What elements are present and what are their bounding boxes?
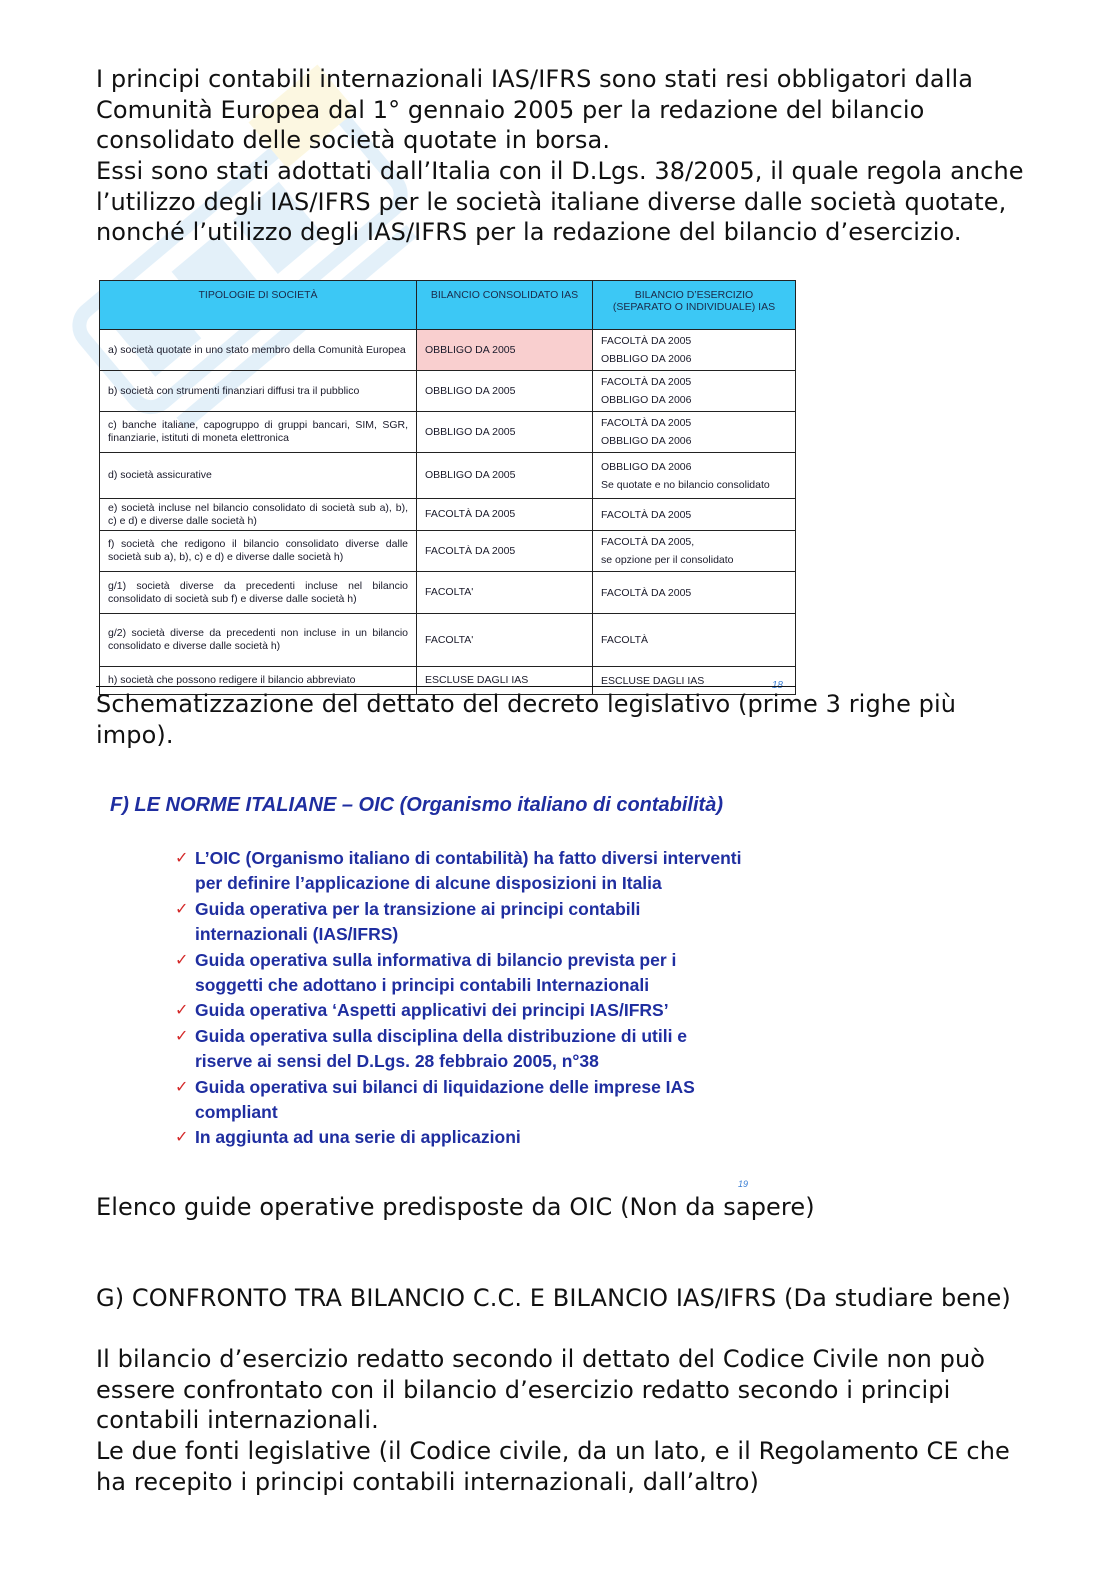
row-individual-line: FACOLTÀ DA 2005 [601,335,692,347]
row-consolidated-cell: FACOLTÀ DA 2005 [417,499,593,531]
divider [96,686,796,687]
list-item [175,998,745,1023]
row-consolidated-cell: FACOLTA' [417,572,593,614]
oic-guide-list [175,846,745,1151]
slide-number: 19 [738,1179,749,1189]
row-type-cell: a) società quotate in uno stato membro della Comunità Europea [100,330,417,371]
table-row [100,330,796,371]
header-individual-line2: (SEPARATO O INDIVIDUALE) IAS [612,301,776,313]
row-consolidated-cell: FACOLTÀ DA 2005 [417,531,593,572]
row-individual-line: se opzione per il consolidato [601,554,734,566]
row-individual-line: OBBLIGO DA 2006 [601,394,692,406]
row-individual-line: FACOLTÀ DA 2005 [601,586,692,599]
row-type-cell: e) società incluse nel bilancio consolidato di società sub a), b), c) e d) e diverse dalle società h) [100,499,417,531]
list-item-text: L’OIC (Organismo italiano di contabilità) ha fatto diversi interventi per definire l’applicazione di alcune disposizioni in Italia [195,848,742,894]
row-type-cell: d) società assicurative [100,453,417,499]
section-g-paragraph-1: Il bilancio d’esercizio redatto secondo il dettato del Codice Civile non può essere confrontato con il bilancio d’esercizio redatto secondo i principi contabili internazionali. [96,1345,986,1434]
row-individual-cell [593,499,796,531]
caption-table: Schematizzazione del dettato del decreto legislativo (prime 3 righe più impo). [96,690,957,749]
checkmark-icon: ✓ [175,1078,189,1096]
list-item [175,897,745,948]
row-consolidated-cell: OBBLIGO DA 2005 [417,412,593,453]
table-row [100,531,796,572]
row-type-cell: g/1) società diverse da precedenti incluse nel bilancio consolidato di società sub f) e diverse dalle società h) [100,572,417,614]
section-g-paragraph-2: Le due fonti legislative (il Codice civile, da un lato, e il Regolamento CE che ha recepito i principi contabili internazionali, dall’altro) [96,1437,1010,1496]
table-row [100,614,796,667]
row-individual-cell [593,453,796,499]
row-type-cell: g/2) società diverse da precedenti non incluse in un bilancio consolidato e diverse dalle società h) [100,614,417,667]
header-individual [593,281,796,330]
checkmark-icon: ✓ [175,1129,189,1147]
intro-paragraph-2: Essi sono stati adottati dall’Italia con il D.Lgs. 38/2005, il quale regola anche l’utilizzo degli IAS/IFRS per le società italiane diverse dalle società quotate, nonché l’utilizzo degli IAS/IFRS per la redazione del bilancio d’esercizio. [96,157,1024,246]
caption-oic: Elenco guide operative predisposte da OIC (Non da sapere) [96,1193,815,1221]
table-row [100,453,796,499]
row-consolidated-cell: OBBLIGO DA 2005 [417,453,593,499]
list-item [175,1024,745,1075]
row-individual-line: FACOLTÀ DA 2005 [601,417,692,429]
table-header-row [100,281,796,330]
list-item [175,1125,745,1150]
header-individual-line1: BILANCIO D’ESERCIZIO [634,289,754,301]
list-item-text: Guida operativa per la transizione ai principi contabili internazionali (IAS/IFRS) [195,898,641,945]
row-individual-line: FACOLTÀ DA 2005 [601,508,692,521]
row-individual-cell [593,412,796,453]
table-row [100,572,796,614]
ias-adoption-table [99,280,795,695]
header-consolidated: BILANCIO CONSOLIDATO IAS [417,281,593,330]
checkmark-icon: ✓ [175,900,189,918]
row-consolidated-cell: OBBLIGO DA 2005 [417,371,593,412]
list-item-text: Guida operativa sulla disciplina della distribuzione di utili e riserve ai sensi del D.Lgs. 28 febbraio 2005, n°38 [195,1025,688,1072]
checkmark-icon: ✓ [175,1002,189,1020]
checkmark-icon: ✓ [175,951,189,969]
row-type-cell: f) società che redigono il bilancio consolidato diverse dalle società sub a), b), c) e d) e diverse dalle società h) [100,531,417,572]
row-type-cell: h) società che possono redigere il bilancio abbreviato [100,667,417,695]
row-type-cell: b) società con strumenti finanziari diffusi tra il pubblico [100,371,417,412]
row-individual-line: OBBLIGO DA 2006 [601,460,692,473]
row-consolidated-cell: ESCLUSE DAGLI IAS [417,667,593,695]
intro-paragraph-1: I principi contabili internazionali IAS/IFRS sono stati resi obbligatori dalla Comunità Europea dal 1° gennaio 2005 per la redazione del bilancio consolidato delle società quotate in borsa. [96,65,974,154]
table-row [100,412,796,453]
row-consolidated-cell: OBBLIGO DA 2005 [417,330,593,371]
row-individual-cell [593,330,796,371]
table-row [100,499,796,531]
oic-slide-title: F) LE NORME ITALIANE – OIC (Organismo italiano di contabilità) [110,794,723,816]
list-item-text: In aggiunta ad una serie di applicazioni [195,1127,521,1148]
row-individual-line: FACOLTÀ DA 2005 [601,376,692,388]
table-row [100,371,796,412]
row-consolidated-cell: FACOLTA' [417,614,593,667]
row-individual-cell [593,614,796,667]
list-item [175,846,745,897]
list-item [175,948,745,999]
row-individual-line: ESCLUSE DAGLI IAS [601,674,705,687]
row-individual-line: OBBLIGO DA 2006 [601,353,692,365]
row-type-cell: c) banche italiane, capogruppo di gruppi bancari, SIM, SGR, finanziarie, istituti di moneta elettronica [100,412,417,453]
row-individual-cell [593,371,796,412]
row-individual-cell [593,531,796,572]
checkmark-icon: ✓ [175,850,189,867]
row-individual-line: OBBLIGO DA 2006 [601,435,692,447]
row-individual-line: FACOLTÀ [601,634,649,646]
row-individual-cell [593,572,796,614]
header-company-type: TIPOLOGIE DI SOCIETÀ [100,281,417,330]
list-item-text: Guida operativa sulla informativa di bilancio prevista per i soggetti che adottano i principi contabili Internazionali [195,949,677,996]
section-g-heading: G) CONFRONTO TRA BILANCIO C.C. E BILANCIO IAS/IFRS (Da studiare bene) [96,1284,1011,1312]
row-individual-line: FACOLTÀ DA 2005, [601,536,695,548]
checkmark-icon: ✓ [175,1027,189,1045]
list-item-text: Guida operativa sui bilanci di liquidazione delle imprese IAS compliant [195,1076,695,1123]
row-individual-line: Se quotate e no bilancio consolidato [601,478,770,491]
list-item [175,1075,745,1126]
list-item-text: Guida operativa ‘Aspetti applicativi dei principi IAS/IFRS’ [195,1000,669,1021]
